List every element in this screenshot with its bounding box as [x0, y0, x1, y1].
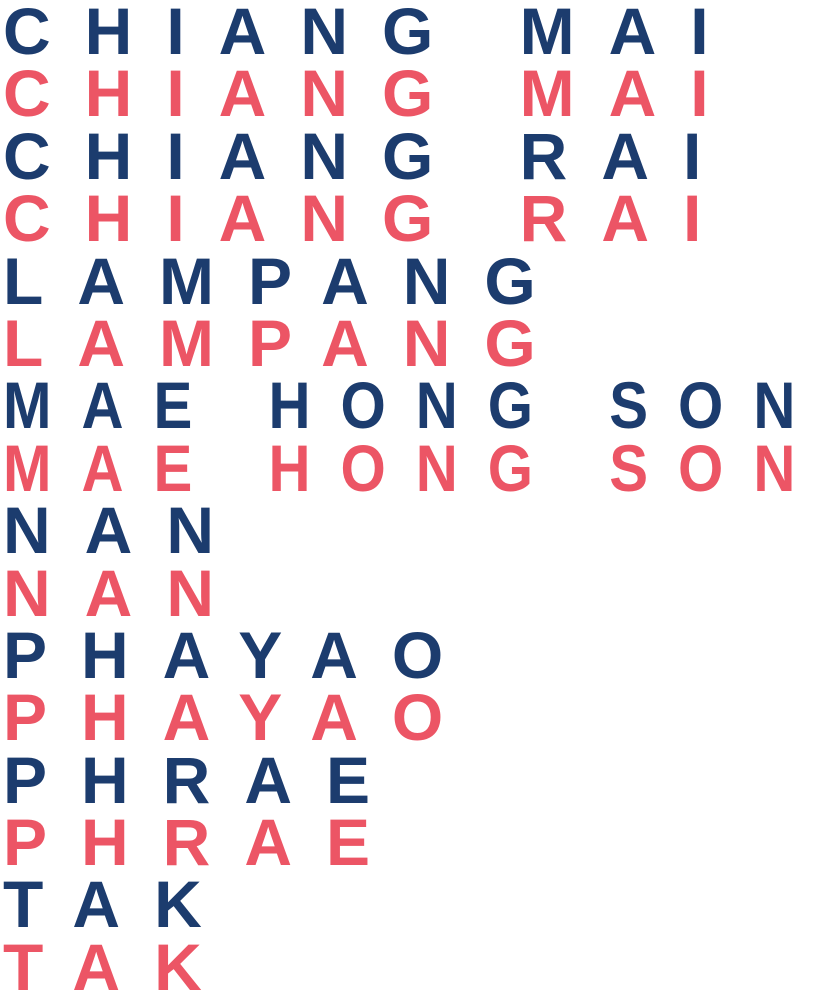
province-name-blue: PHAYAO: [3, 617, 478, 692]
province-name-red: MAE HONG SON: [3, 430, 826, 505]
province-name-blue: NAN: [3, 493, 248, 568]
province-name-red: CHIANG MAI: [3, 56, 743, 131]
province-name-red: PHAYAO: [3, 680, 478, 755]
province-name-red: TAK: [3, 929, 236, 1004]
province-name-blue: MAE HONG SON: [3, 368, 826, 443]
province-name-blue: LAMPANG: [3, 243, 570, 318]
province-name-red: LAMPANG: [3, 305, 570, 380]
province-name-list: [3, 0, 828, 1004]
province-name-red: PHRAE: [3, 805, 405, 880]
province-name-blue: PHRAE: [3, 742, 405, 817]
province-name-blue: TAK: [3, 867, 236, 942]
province-name-red: CHIANG RAI: [3, 181, 736, 256]
province-name-blue: CHIANG MAI: [3, 0, 743, 68]
province-name-blue: CHIANG RAI: [3, 118, 736, 193]
province-name-red: NAN: [3, 555, 248, 630]
